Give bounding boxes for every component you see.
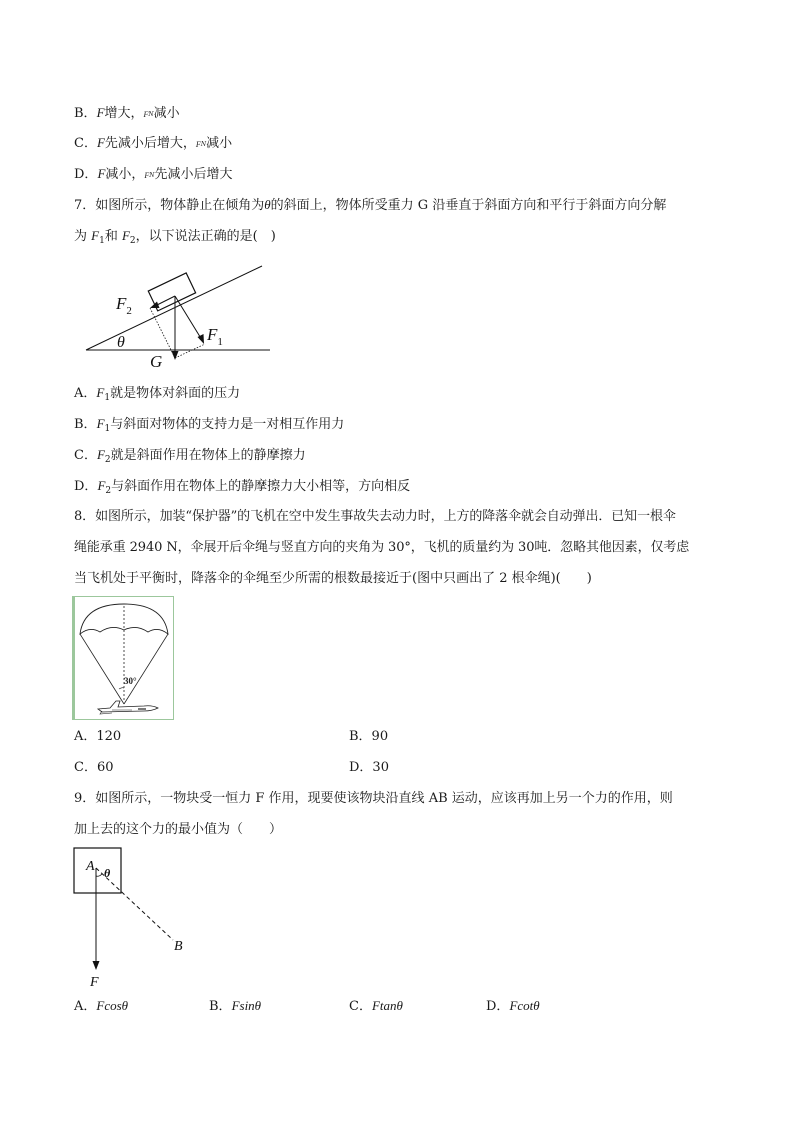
force-f-label: F: [90, 975, 99, 990]
f2-label: $F_2$: [116, 294, 132, 317]
q7-option-c: C．$F_2$就是斜面作用在物体上的静摩擦力: [74, 447, 306, 465]
theta-label: θ: [117, 334, 125, 351]
q7-option-d: D．$F_2$与斜面作用在物体上的静摩擦力大小相等，方向相反: [74, 478, 411, 496]
block: [74, 848, 121, 893]
q6-option-d: D．F减小，FN先减小后增大: [74, 166, 233, 182]
q9-option-c: C．Ftanθ: [349, 998, 403, 1014]
q6-option-b: B．F增大，FN减小: [74, 105, 180, 121]
q9-stem-line2: 加上去的这个力的最小值为（ ）: [74, 822, 283, 837]
q8-option-d: D．30: [349, 760, 389, 775]
theta-label: θ: [104, 866, 111, 880]
q8-option-b: B．90: [349, 729, 389, 744]
point-b-label: B: [174, 939, 183, 954]
q7-option-b: B．$F_1$与斜面对物体的支持力是一对相互作用力: [74, 416, 345, 434]
q8-stem-line3: 当飞机处于平衡时，降落伞的伞绳至少所需的根数最接近于(图中只画出了 2 根伞绳)( ): [74, 571, 592, 586]
point-a-label: A: [86, 859, 95, 874]
q7-option-a: A．$F_1$就是物体对斜面的压力: [74, 385, 241, 403]
q6-option-c: C．F先减小后增大，FN减小: [74, 135, 233, 151]
q7-stem-line1: 7．如图所示，物体静止在倾角为θ的斜面上，物体所受重力 G 沿垂直于斜面方向和平行于斜面方向分解: [74, 197, 667, 213]
q9-option-a: A．Fcosθ: [74, 998, 129, 1014]
f1-arrow: [175, 296, 202, 340]
q8-stem-line2: 绳能承重 2940 N，伞展开后伞绳与竖直方向的夹角为 30°，飞机的质量约为 30吨．忽略其他因素，仅考虑: [74, 540, 690, 555]
angle-label: 30°: [124, 676, 137, 686]
q7-incline-figure: [80, 258, 280, 373]
q7-stem-line2: 为 $F_1$和 $F_2$，以下说法正确的是( ): [74, 228, 276, 246]
q9-force-figure: [72, 846, 202, 992]
q9-stem-line1: 9．如图所示，一物块受一恒力 F 作用，现要使该物块沿直线 AB 运动，应该再加上另一个力的作用，则: [74, 791, 673, 806]
q8-option-c: C．60: [74, 760, 114, 775]
q8-option-a: A．120: [74, 729, 122, 744]
q9-option-b: B．Fsinθ: [209, 998, 262, 1014]
f1-label: $F_1$: [207, 325, 223, 348]
q8-parachute-figure: [72, 596, 174, 720]
q8-stem-line1: 8．如图所示，加装“保护器”的飞机在空中发生事故失去动力时，上方的降落伞就会自动弹出．已知一根伞: [74, 509, 676, 524]
g-label: G: [150, 352, 163, 371]
q9-option-d: D．Fcotθ: [486, 998, 540, 1014]
